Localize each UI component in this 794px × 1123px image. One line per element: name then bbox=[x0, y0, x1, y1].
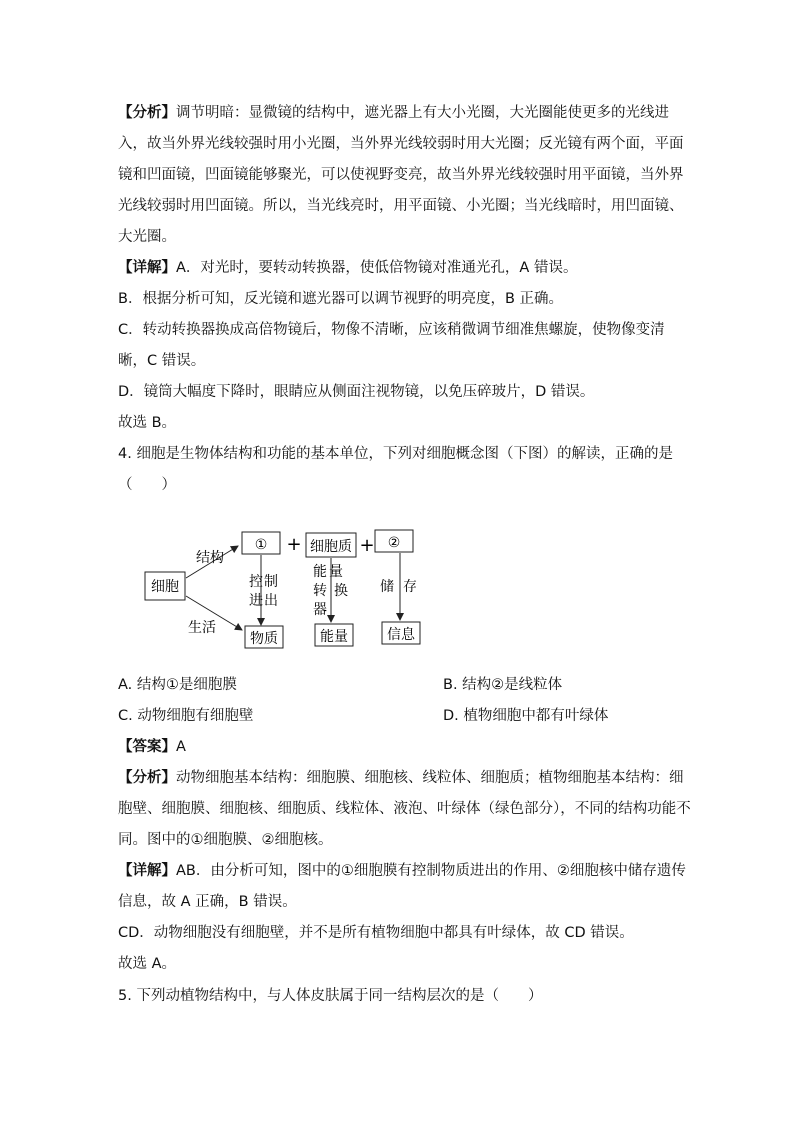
store-char-2: 存 bbox=[403, 579, 417, 595]
answer-line bbox=[118, 737, 186, 757]
info-label: 信息 bbox=[387, 627, 415, 643]
energy-char-3: 转 bbox=[313, 583, 327, 599]
question-5-stem: 5. 下列动植物结构中，与人体皮肤属于同一结构层次的是（ ） bbox=[118, 988, 543, 1004]
detail-line-1: 【详解】A．对光时，要转动转换器，使低倍物镜对准通光孔，A 错误。 bbox=[118, 260, 578, 276]
q4-analysis-tag: 【分析】 bbox=[118, 770, 176, 786]
life-label: 生活 bbox=[188, 620, 216, 636]
energy-char-4: 换 bbox=[334, 583, 348, 599]
energy-char-2: 量 bbox=[329, 564, 343, 580]
detail-line-2: B．根据分析可知，反光镜和遮光器可以调节视野的明亮度，B 正确。 bbox=[118, 291, 564, 307]
q4-analysis-line-2: 胞壁、细胞膜、细胞核、细胞质、线粒体、液泡、叶绿体（绿色部分），不同的结构功能不 bbox=[118, 801, 691, 817]
analysis-tag: 【分析】 bbox=[118, 105, 176, 121]
question-4-blank: （ ） bbox=[118, 477, 176, 493]
cytoplasm-label: 细胞质 bbox=[310, 539, 352, 555]
option-d: D. 植物细胞中都有叶绿体 bbox=[443, 708, 609, 724]
cell-concept-diagram bbox=[130, 520, 430, 655]
q4-detail-line-2: 信息，故 A 正确，B 错误。 bbox=[118, 894, 297, 910]
q4-analysis-line-1: 【分析】动物细胞基本结构：细胞膜、细胞核、线粒体、细胞质；植物细胞基本结构：细 bbox=[118, 770, 684, 786]
control-char-1: 控 bbox=[249, 574, 263, 590]
q4-detail-line-3: CD．动物细胞没有细胞壁，并不是所有植物细胞中都具有叶绿体，故 CD 错误。 bbox=[118, 925, 634, 941]
analysis-line-1: 【分析】调节明暗：显微镜的结构中，遮光器上有大小光圈，大光圈能使更多的光线进 bbox=[118, 105, 669, 121]
analysis-line-5: 大光圈。 bbox=[118, 229, 176, 245]
cell-label: 细胞 bbox=[151, 579, 179, 595]
detail-line-4: 晰，C 错误。 bbox=[118, 353, 206, 369]
answer-tag: 【答案】 bbox=[118, 739, 176, 755]
energy-char-1: 能 bbox=[313, 564, 327, 580]
control-char-4: 出 bbox=[264, 593, 278, 609]
box-1-label: ① bbox=[254, 537, 268, 553]
q4-analysis-line-3: 同。图中的①细胞膜、②细胞核。 bbox=[118, 832, 333, 848]
plus-2: + bbox=[359, 535, 375, 556]
answer-value: A bbox=[176, 739, 186, 755]
option-a: A. 结构①是细胞膜 bbox=[118, 677, 237, 693]
store-char-1: 储 bbox=[380, 579, 394, 595]
q4-conclusion-line: 故选 A。 bbox=[118, 956, 177, 972]
option-c: C. 动物细胞有细胞壁 bbox=[118, 708, 254, 724]
matter-label: 物质 bbox=[250, 631, 278, 647]
detail-line-5: D．镜筒大幅度下降时，眼睛应从侧面注视物镜，以免压碎玻片，D 错误。 bbox=[118, 384, 595, 400]
analysis-line-4: 光线较弱时用凹面镜。所以，当光线亮时，用平面镜、小光圈；当光线暗时，用凹面镜、 bbox=[118, 198, 684, 214]
detail-tag: 【详解】 bbox=[118, 260, 176, 276]
energy-label: 能量 bbox=[320, 629, 348, 645]
q4-detail-tag: 【详解】 bbox=[118, 863, 176, 879]
box-2-label: ② bbox=[387, 535, 401, 551]
plus-1: + bbox=[286, 534, 302, 555]
analysis-line-2: 入，故当外界光线较强时用小光圈，当外界光线较弱时用大光圈；反光镜有两个面，平面 bbox=[118, 136, 684, 152]
option-b: B. 结构②是线粒体 bbox=[443, 677, 563, 693]
detail-line-3: C．转动转换器换成高倍物镜后，物像不清晰，应该稍微调节细准焦螺旋，使物像变清 bbox=[118, 322, 665, 338]
energy-char-5: 器 bbox=[313, 602, 327, 618]
q4-detail-line-1: 【详解】AB．由分析可知，图中的①细胞膜有控制物质进出的作用、②细胞核中储存遗传 bbox=[118, 863, 686, 879]
control-char-3: 进 bbox=[249, 593, 263, 609]
analysis-line-3: 镜和凹面镜，凹面镜能够聚光，可以使视野变亮，故当外界光线较强时用平面镜，当外界 bbox=[118, 167, 684, 183]
structure-label: 结构 bbox=[196, 550, 224, 566]
control-char-2: 制 bbox=[264, 574, 278, 590]
question-4-stem: 4. 细胞是生物体结构和功能的基本单位，下列对细胞概念图（下图）的解读，正确的是 bbox=[118, 446, 673, 462]
conclusion-line: 故选 B。 bbox=[118, 415, 177, 431]
